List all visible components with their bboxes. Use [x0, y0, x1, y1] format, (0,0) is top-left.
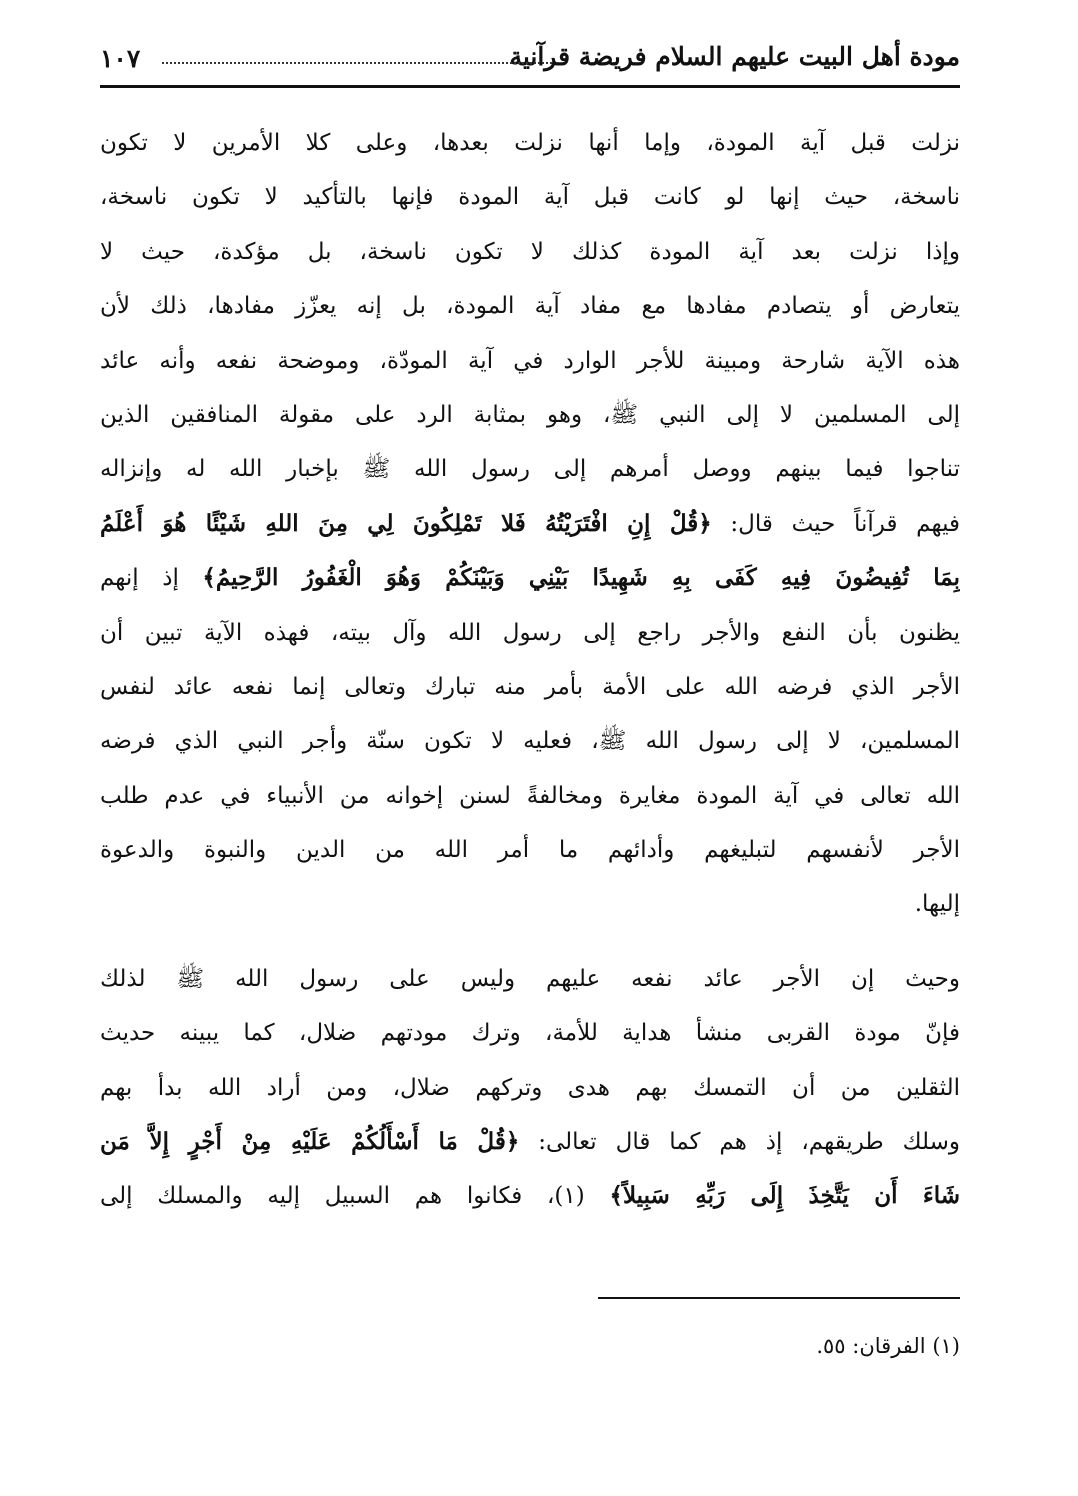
text-line: هذه الآية شارحة ومبينة للأجر الوارد في آية المودّة، وموضحة نفعه وأنه عائد [100, 347, 960, 374]
quote-continuation: ، فكانوا هم السبيل إليه والمسلك إلى [100, 1183, 555, 1210]
quote-intro: فيهم قرآناً حيث قال: [711, 510, 960, 537]
text-line [100, 497, 960, 551]
footnote-marker[interactable]: (١) [554, 1183, 610, 1210]
running-header [100, 40, 960, 88]
text-line [100, 551, 960, 605]
text-line: المسلمين، لا إلى رسول الله ﷺ، فعليه لا تكون سنّة وأجر النبي الذي فرضه [100, 728, 960, 755]
text-line: ناسخة، حيث إنها لو كانت قبل آية المودة فإنها بالتأكيد لا تكون ناسخة، [100, 184, 960, 211]
text-line: فإنّ مودة القربى منشأ هداية للأمة، وترك مودتهم ضلال، كما يبينه حديث [100, 1020, 960, 1047]
text-line: الله تعالى في آية المودة مغايرة ومخالفةً لسنن إخوانه من الأنبياء في عدم طلب [100, 782, 960, 809]
quran-verse: ﴿قُلْ مَا أَسْأَلُكُمْ عَلَيْهِ مِنْ أَجْرٍ إِلاَّ مَن [100, 1128, 520, 1156]
text-line [100, 1169, 960, 1223]
text-line: الأجر الذي فرضه الله على الأمة بأمر منه تبارك وتعالى إنما نفعه عائد لنفس [100, 673, 960, 700]
text-line: يظنون بأن النفع والأجر راجع إلى رسول الله وآل بيته، فهذه الآية تبين أن [100, 619, 960, 646]
text-line [100, 1115, 960, 1169]
text-line: يتعارض أو يتصادم مفادها مع مفاد آية المودة، بل إنه يعزّز مفادها، ذلك لأن [100, 293, 960, 320]
footnote: (١) الفرقان: ٥٥. [816, 1334, 960, 1358]
quran-verse: ﴿قُلْ إِنِ افْتَرَيْتُهُ فَلا تَمْلِكُونَ لِي مِنَ اللهِ شَيْئًا هُوَ أَعْلَمُ [100, 509, 712, 537]
main-text [100, 116, 960, 1224]
text-line: تناجوا فيما بينهم ووصل أمرهم إلى رسول الله ﷺ بإخبار الله له وإنزاله [100, 456, 960, 483]
text-line: نزلت قبل آية المودة، وإما أنها نزلت بعدها، وعلى كلا الأمرين لا تكون [100, 130, 960, 156]
quote-intro: وسلك طريقهم، إذ هم كما قال تعالى: [519, 1129, 960, 1156]
text-line: إلى المسلمين لا إلى النبي ﷺ، وهو بمثابة الرد على مقولة المنافقين الذين [100, 401, 960, 428]
quote-continuation: إذ إنهم [100, 565, 203, 592]
text-line: الثقلين من أن التمسك بهم هدى وتركهم ضلال، ومن أراد الله بدأ بهم [100, 1074, 960, 1101]
page-number: ١٠٧ [100, 44, 141, 73]
header-dot-leader [162, 62, 552, 64]
text-line: إليها. [914, 891, 960, 918]
text-line: وإذا نزلت بعد آية المودة كذلك لا تكون ناسخة، بل مؤكدة، حيث لا [100, 238, 960, 265]
quran-verse: شَاءَ أَن يَتَّخِذَ إِلَى رَبِّهِ سَبِيلاً﴾ [609, 1182, 960, 1210]
header-title: مودة أهل البيت عليهم السلام فريضة قرآنية [509, 42, 960, 71]
text-line: الأجر لأنفسهم لتبليغهم وأدائهم ما أمر الله من الدين والنبوة والدعوة [100, 837, 960, 864]
footnote-divider [598, 1297, 960, 1299]
quran-verse: بِمَا تُفِيضُونَ فِيهِ كَفَى بِهِ شَهِيدًا بَيْنِي وَبَيْنَكُمْ وَهُوَ الْغَفُورُ الرَّحِيمُ﴾ [202, 564, 960, 592]
text-line: وحيث إن الأجر عائد نفعه عليهم وليس على رسول الله ﷺ لذلك [100, 965, 960, 992]
